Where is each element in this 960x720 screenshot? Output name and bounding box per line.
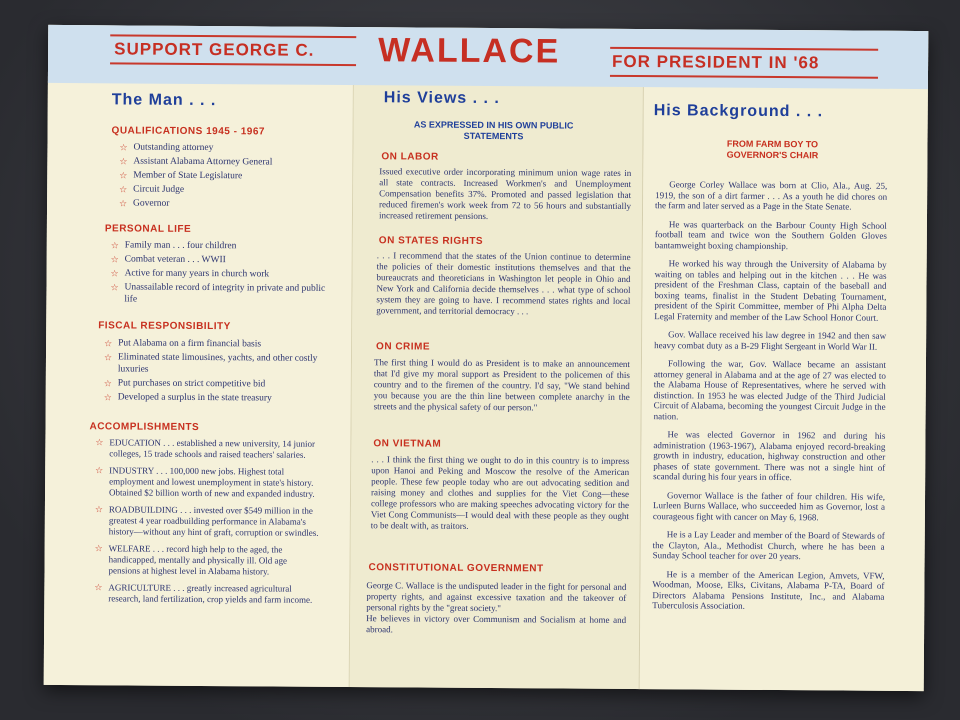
background-paragraph: Following the war, Gov. Wallace became an assistant attorney general in Alabama and at the age of 27 was elected to the Alabama House of Representatives, where he served with distinction. In 1953 he was elected Judge of the Third Judicial Circuit of Alabama, becoming the youngest Circuit Judge in the nation.	[653, 358, 886, 421]
list-item: ☆ Put Alabama on a firm financial basis	[104, 338, 262, 350]
star-icon: ☆	[119, 142, 128, 153]
text-on-vietnam: . . . I think the first thing we ought to do in this country is to impress upon Hanoi and Peking and Moscow the resolve of the American people. These few people today who are out advocating sedition and raising money and clothes and supplies for the Viet Cong—these college professors who are making speeches advocating victory for the Viet Cong Communists—I would deal with these people as they ought to be dealt with, as traitors.	[370, 454, 630, 531]
section-title-his-background: His Background . . .	[653, 102, 824, 121]
list-item: ☆ EDUCATION . . . established a new university, 14 junior colleges, 15 trade schools and raised teachers' salaries.	[95, 437, 316, 460]
star-icon: ☆	[119, 170, 128, 181]
banner-rule	[110, 62, 356, 66]
star-icon: ☆	[103, 378, 112, 389]
list-item: ☆ Family man . . . four children	[110, 240, 237, 252]
list-item: ☆ Unassailable record of integrity in private and public life	[110, 282, 326, 305]
heading-fiscal-responsibility: FISCAL RESPONSIBILITY	[98, 320, 231, 333]
heading-personal-life: PERSONAL LIFE	[104, 223, 192, 235]
list-qualifications	[119, 141, 329, 212]
text-on-crime: The first thing I would do as President is to make an announcement that I'd give my moral support as President to the policemen of this country and to the firemen of the country. I'd say, "We stand behind you because you are the thin line between complete anarchy in the streets and the physical safety of our person."	[373, 357, 630, 413]
background-paragraph: He is a member of the American Legion, Amvets, VFW, Woodman, Moose, Elks, Civitans, Alabama P-TA, Board of Directors Alabama Pensions Institute, Inc., and Alabama Tuberculosis Association.	[652, 568, 885, 611]
star-icon: ☆	[110, 240, 119, 251]
section-title-his-views: His Views . . .	[383, 89, 500, 108]
heading-on-labor: ON LABOR	[381, 151, 439, 163]
list-item: ☆ Eliminated state limousines, yachts, and other costly luxuries	[103, 352, 318, 375]
list-item: ☆ Combat veteran . . . WWII	[110, 254, 226, 266]
brochure	[44, 25, 929, 691]
views-subtitle: AS EXPRESSED IN HIS OWN PUBLIC STATEMENTS	[413, 119, 574, 142]
heading-qualifications: QUALIFICATIONS 1945 - 1967	[111, 125, 266, 138]
heading-accomplishments: ACCOMPLISHMENTS	[89, 421, 200, 433]
star-icon: ☆	[94, 504, 104, 515]
list-accomplishments	[94, 437, 321, 608]
banner-rule	[110, 34, 356, 38]
list-item: ☆ Put purchases on strict competitive bid	[103, 378, 266, 390]
text-background	[652, 179, 887, 620]
list-item: ☆ Circuit Judge	[119, 184, 185, 195]
banner-support-text: SUPPORT GEORGE C.	[114, 39, 315, 60]
text-on-labor: Issued executive order incorporating minimum union wage rates in all state contracts. Increased Workmen's and Unemployment Compensation benefits 37%. Promoted and passed legislation that reduced firemen's work week from 72 to 56 hours and substantially increased retirement pensions.	[378, 166, 632, 222]
star-icon: ☆	[95, 465, 104, 476]
list-item: ☆ Governor	[119, 198, 170, 209]
heading-on-vietnam: ON VIETNAM	[373, 438, 442, 450]
list-item: ☆ AGRICULTURE . . . greatly increased agricultural research, land fertilization, crop yields and farm income.	[94, 582, 313, 605]
star-icon: ☆	[94, 543, 103, 554]
list-item: ☆ Member of State Legislature	[119, 170, 243, 182]
star-icon: ☆	[119, 198, 128, 209]
banner-president-text: FOR PRESIDENT IN '68	[612, 51, 820, 73]
list-item: ☆ INDUSTRY . . . 100,000 new jobs. Highest total employment and lowest unemployment in state's history. Obtained $2 billion worth of new and expanded industry.	[95, 465, 315, 499]
list-fiscal-responsibility	[104, 337, 330, 407]
star-icon: ☆	[103, 352, 113, 363]
text-constitutional-government: George C. Wallace is the undisputed leader in the fight for personal and property rights, and against excessive taxation and the takeover of personal rights by the "great society." He believes in victory over Communism and Socialism at home and abroad.	[366, 580, 627, 635]
star-icon: ☆	[110, 268, 119, 279]
star-icon: ☆	[103, 392, 112, 403]
background-paragraph: He worked his way through the University of Alabama by waiting on tables and helping out in the kitchen . . . He was president of the Freshman Class, captain of the baseball and boxing teams, finalist in the Student Debating Tournament, president of the Spirit Committee, member of Phi Alpha Delta Legal Fraternity and member of the Law School Honor Court.	[654, 258, 887, 323]
star-icon: ☆	[104, 338, 113, 349]
background-paragraph: Governor Wallace is the father of four children. His wife, Lurleen Burns Wallace, who succeeded him as Governor, lost a courageous fight with cancer on May 6, 1968.	[652, 489, 886, 522]
banner-rule	[610, 75, 878, 79]
list-item: ☆ Active for many years in church work	[110, 268, 270, 280]
list-item: ☆ Developed a surplus in the state treasury	[103, 392, 272, 404]
banner-wallace-text: WALLACE	[378, 31, 561, 71]
heading-on-crime: ON CRIME	[376, 341, 431, 353]
background-paragraph: He was elected Governor in 1962 and during his administration (1963-1967), Alabama enjoyed record-breaking growth in industry, education, highway construction and other phases of state government. There was not a single hint of scandal during his four years in office.	[653, 429, 886, 483]
text-on-states-rights: . . . I recommend that the states of the Union continue to determine the policies of their domestic institutions themselves and that the bureaucrats and theoreticians in Washington let people in Ohio and New York and California decide themselves . . . what type of school system they are going to have. I recommend states rights and local government, and territorial democracy . . .	[376, 250, 631, 317]
background-paragraph: He is a Lay Leader and member of the Board of Stewards of the Clayton, Ala., Methodist Church, where he has been a Sunday School teacher for over 20 years.	[652, 529, 885, 562]
background-paragraph: Gov. Wallace received his law degree in 1942 and then saw heavy combat duty as a B-29 Flight Sergeant in World War II.	[654, 329, 887, 352]
star-icon: ☆	[110, 282, 119, 293]
star-icon: ☆	[95, 437, 104, 448]
list-item: ☆ ROADBUILDING . . . invested over $549 million in the greatest 4 year roadbuilding performance in Alabama's history—without any hint of graft, corruption or swindles.	[94, 504, 319, 538]
header-banner	[48, 25, 928, 89]
list-item: ☆ Assistant Alabama Attorney General	[119, 156, 273, 168]
section-title-the-man: The Man . . .	[111, 91, 217, 110]
list-item: ☆ WELFARE . . . record high help to the aged, the handicapped, mentally and physically ill. Old age pensions at highest level in Alabama history.	[94, 543, 288, 577]
star-icon: ☆	[119, 184, 128, 195]
heading-on-states-rights: ON STATES RIGHTS	[378, 235, 484, 247]
list-item: ☆ Outstanding attorney	[119, 142, 214, 154]
star-icon: ☆	[94, 582, 103, 593]
star-icon: ☆	[110, 254, 119, 265]
list-personal-life	[110, 239, 330, 309]
background-subtitle: FROM FARM BOY TO GOVERNOR'S CHAIR	[726, 138, 819, 161]
background-paragraph: He was quarterback on the Barbour County High School football team and twice won the Southern Golden Gloves bantamweight boxing championship.	[654, 218, 887, 251]
background-paragraph: George Corley Wallace was born at Clio, Ala., Aug. 25, 1919, the son of a dirt farmer . . . As a youth he did chores on the farm and later served as a Page in the State Senate.	[655, 179, 888, 212]
heading-constitutional-government: CONSTITUTIONAL GOVERNMENT	[368, 562, 544, 575]
star-icon: ☆	[119, 156, 128, 167]
banner-rule	[610, 47, 878, 51]
